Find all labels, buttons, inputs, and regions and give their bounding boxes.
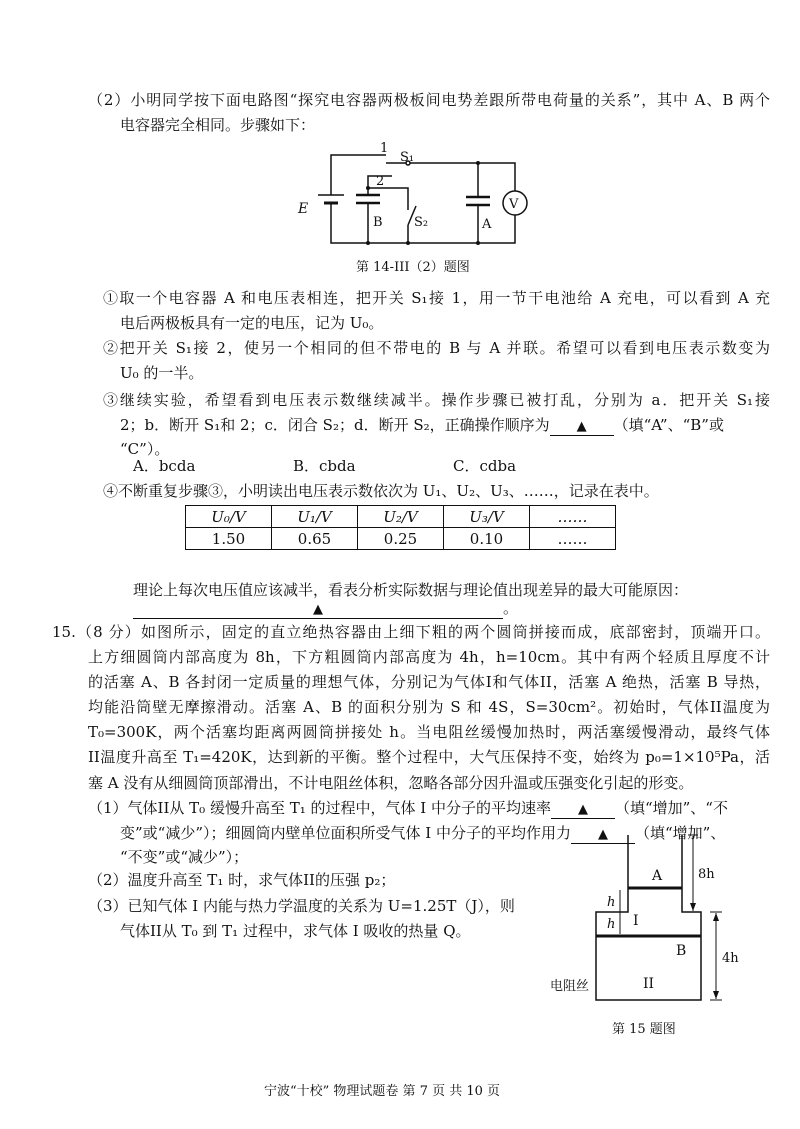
answer-blank[interactable]: ▲: [551, 802, 615, 819]
answer-blank[interactable]: ▲: [133, 602, 503, 619]
circuit-figure-caption: 第 14-III（2）题图: [356, 260, 470, 275]
table-header-row: [186, 506, 616, 528]
piston-b-label: B: [676, 943, 687, 959]
height-8h-label: 8h: [698, 867, 715, 882]
wire: [368, 188, 408, 210]
voltmeter-label: V: [509, 197, 519, 212]
cylinder-figure-caption: 第 15 题图: [612, 1022, 676, 1037]
q15-line2: 上方细圆筒内部高度为 8h，下方粗圆筒内部高度为 4h，h=10cm。其中有两个轻质且厚度不计: [88, 648, 770, 666]
q15-sub2: （2）温度升高至 T₁ 时，求气体II的压强 p₂；: [88, 871, 396, 889]
q15-sub3-line1: （3）已知气体 I 内能与热力学温度的关系为 U=1.25T（J），则: [88, 897, 515, 915]
gas-1-label: I: [633, 913, 639, 929]
sub1-text-after: （填“增加”、“不: [614, 799, 728, 817]
answer-blank[interactable]: ▲: [550, 419, 614, 436]
question-reason: 理论上每次电压值应该减半，看表分析实际数据与理论值出现差异的最大可能原因：: [133, 581, 689, 599]
sub1-text: （1）气体II从 T₀ 缓慢升高至 T₁ 的过程中，气体 I 中分子的平均速率: [88, 799, 551, 817]
step-1-line1: ①取一个电容器 A 和电压表相连，把开关 S₁接 1，用一节干电池给 A 充电，可以看到 A 充: [103, 289, 770, 307]
table-cell: 0.10: [444, 528, 530, 550]
sub1-text-after: （填“增加”、: [634, 824, 726, 842]
circuit-label-2: 2: [376, 174, 385, 189]
period: 。: [503, 599, 519, 617]
table-cell: 0.65: [272, 528, 358, 550]
option-b: B．cbda: [293, 457, 356, 475]
step-4: ④不断重复步骤③，小明读出电压表示数依次为 U₁、U₂、U₃、……，记录在表中。: [103, 482, 659, 500]
wire: [410, 163, 515, 191]
step-2-line2: U₀ 的一半。: [120, 364, 204, 382]
step-3-text: 2；b．断开 S₁和 2；c．闭合 S₂；d．断开 S₂，正确操作顺序为: [120, 416, 550, 434]
step-3-line3: “C”）。: [120, 440, 170, 458]
q15-line4: 均能沿筒壁无摩擦滑动。活塞 A、B 的面积分别为 S 和 4S，S=30cm²。初始时，气体II温度为: [88, 698, 770, 716]
q14-intro-line1: （2）小明同学按下面电路图“探究电容器两极板间电势差跟所带电荷量的关系”，其中 A、B 两个: [88, 91, 770, 109]
answer-blank[interactable]: ▲: [571, 827, 635, 844]
table-header: U₃/V: [444, 506, 530, 528]
height-4h-label: 4h: [722, 951, 739, 966]
gas-2-label: II: [643, 976, 655, 992]
voltage-table: [185, 505, 616, 550]
q15-sub1-line2: [120, 823, 725, 844]
table-header: ……: [530, 506, 616, 528]
q15-sub3-line2: 气体II从 T₀ 到 T₁ 过程中，求气体 I 吸收的热量 Q。: [120, 922, 471, 940]
table-header: U₁/V: [272, 506, 358, 528]
step-2-line1: ②把开关 S₁接 2，使另一个相同的但不带电的 B 与 A 并联。希望可以看到电压表示数变为: [103, 339, 770, 357]
circuit-label-a: A: [482, 217, 492, 232]
option-c: C．cdba: [453, 457, 517, 475]
table-header: U₀/V: [186, 506, 272, 528]
step-1-line2: 电后两极板具有一定的电压，记为 U₀。: [120, 314, 384, 332]
table-cell: ……: [530, 528, 616, 550]
q15-sub1-line3: “不变”或“减少”）；: [120, 848, 249, 866]
q15-line5: T₀=300K，两个活塞均距离两圆筒拼接处 h。当电阻丝缓慢加热时，两活塞缓慢滑动，最终气体: [88, 723, 770, 741]
page-footer: 宁波“十校” 物理试题卷 第 7 页 共 10 页: [264, 1084, 501, 1099]
piston-a-label: A: [652, 868, 663, 884]
q14-intro-line2: 电容器完全相同。步骤如下：: [120, 116, 316, 134]
q15-sub1-line1: [88, 798, 728, 819]
step-3-text-after: （填“A”、“B”或: [613, 416, 724, 434]
heater-label: 电阻丝: [550, 979, 590, 994]
step-3-line1: ③继续实验，希望看到电压表示数继续减半。操作步骤已被打乱，分别为 a．把开关 S₁接: [103, 391, 770, 409]
circuit-label-1: 1: [380, 141, 389, 156]
table-cell: 0.25: [358, 528, 444, 550]
step-3-line2: [120, 415, 724, 436]
q15-line6: II温度升高至 T₁=420K，达到新的平衡。整个过程中，大气压保持不变，始终为 p₀=1×10⁵Pa，活: [88, 748, 770, 766]
q15-line1: 15.（8 分）如图所示，固定的直立绝热容器由上细下粗的两个圆筒拼接而成，底部密封，顶端开口。: [52, 623, 770, 641]
circuit-diagram: [318, 155, 527, 245]
height-h-label: h: [607, 895, 616, 910]
table-row: [186, 528, 616, 550]
height-h-label: h: [607, 917, 616, 932]
option-a: A．bcda: [133, 457, 196, 475]
table-cell: 1.50: [186, 528, 272, 550]
circuit-label-e: E: [298, 201, 309, 217]
q15-line7: 塞 A 没有从细圆筒顶部滑出，不计电阻丝体积，忽略各部分因升温或压强变化引起的形变。: [88, 774, 694, 792]
q15-line3: 的活塞 A、B 各封闭一定质量的理想气体，分别记为气体I和气体II，活塞 A 绝热，活塞 B 导热，: [88, 673, 770, 691]
circuit-label-s2: S₂: [414, 215, 429, 230]
table-header: U₂/V: [358, 506, 444, 528]
circuit-label-b: B: [373, 215, 383, 230]
sub1-text: 变”或“减少”）；细圆筒内壁单位面积所受气体 I 中分子的平均作用力: [120, 824, 571, 842]
reason-answer-line: [133, 598, 518, 619]
circuit-label-s1: S₁: [400, 150, 415, 165]
